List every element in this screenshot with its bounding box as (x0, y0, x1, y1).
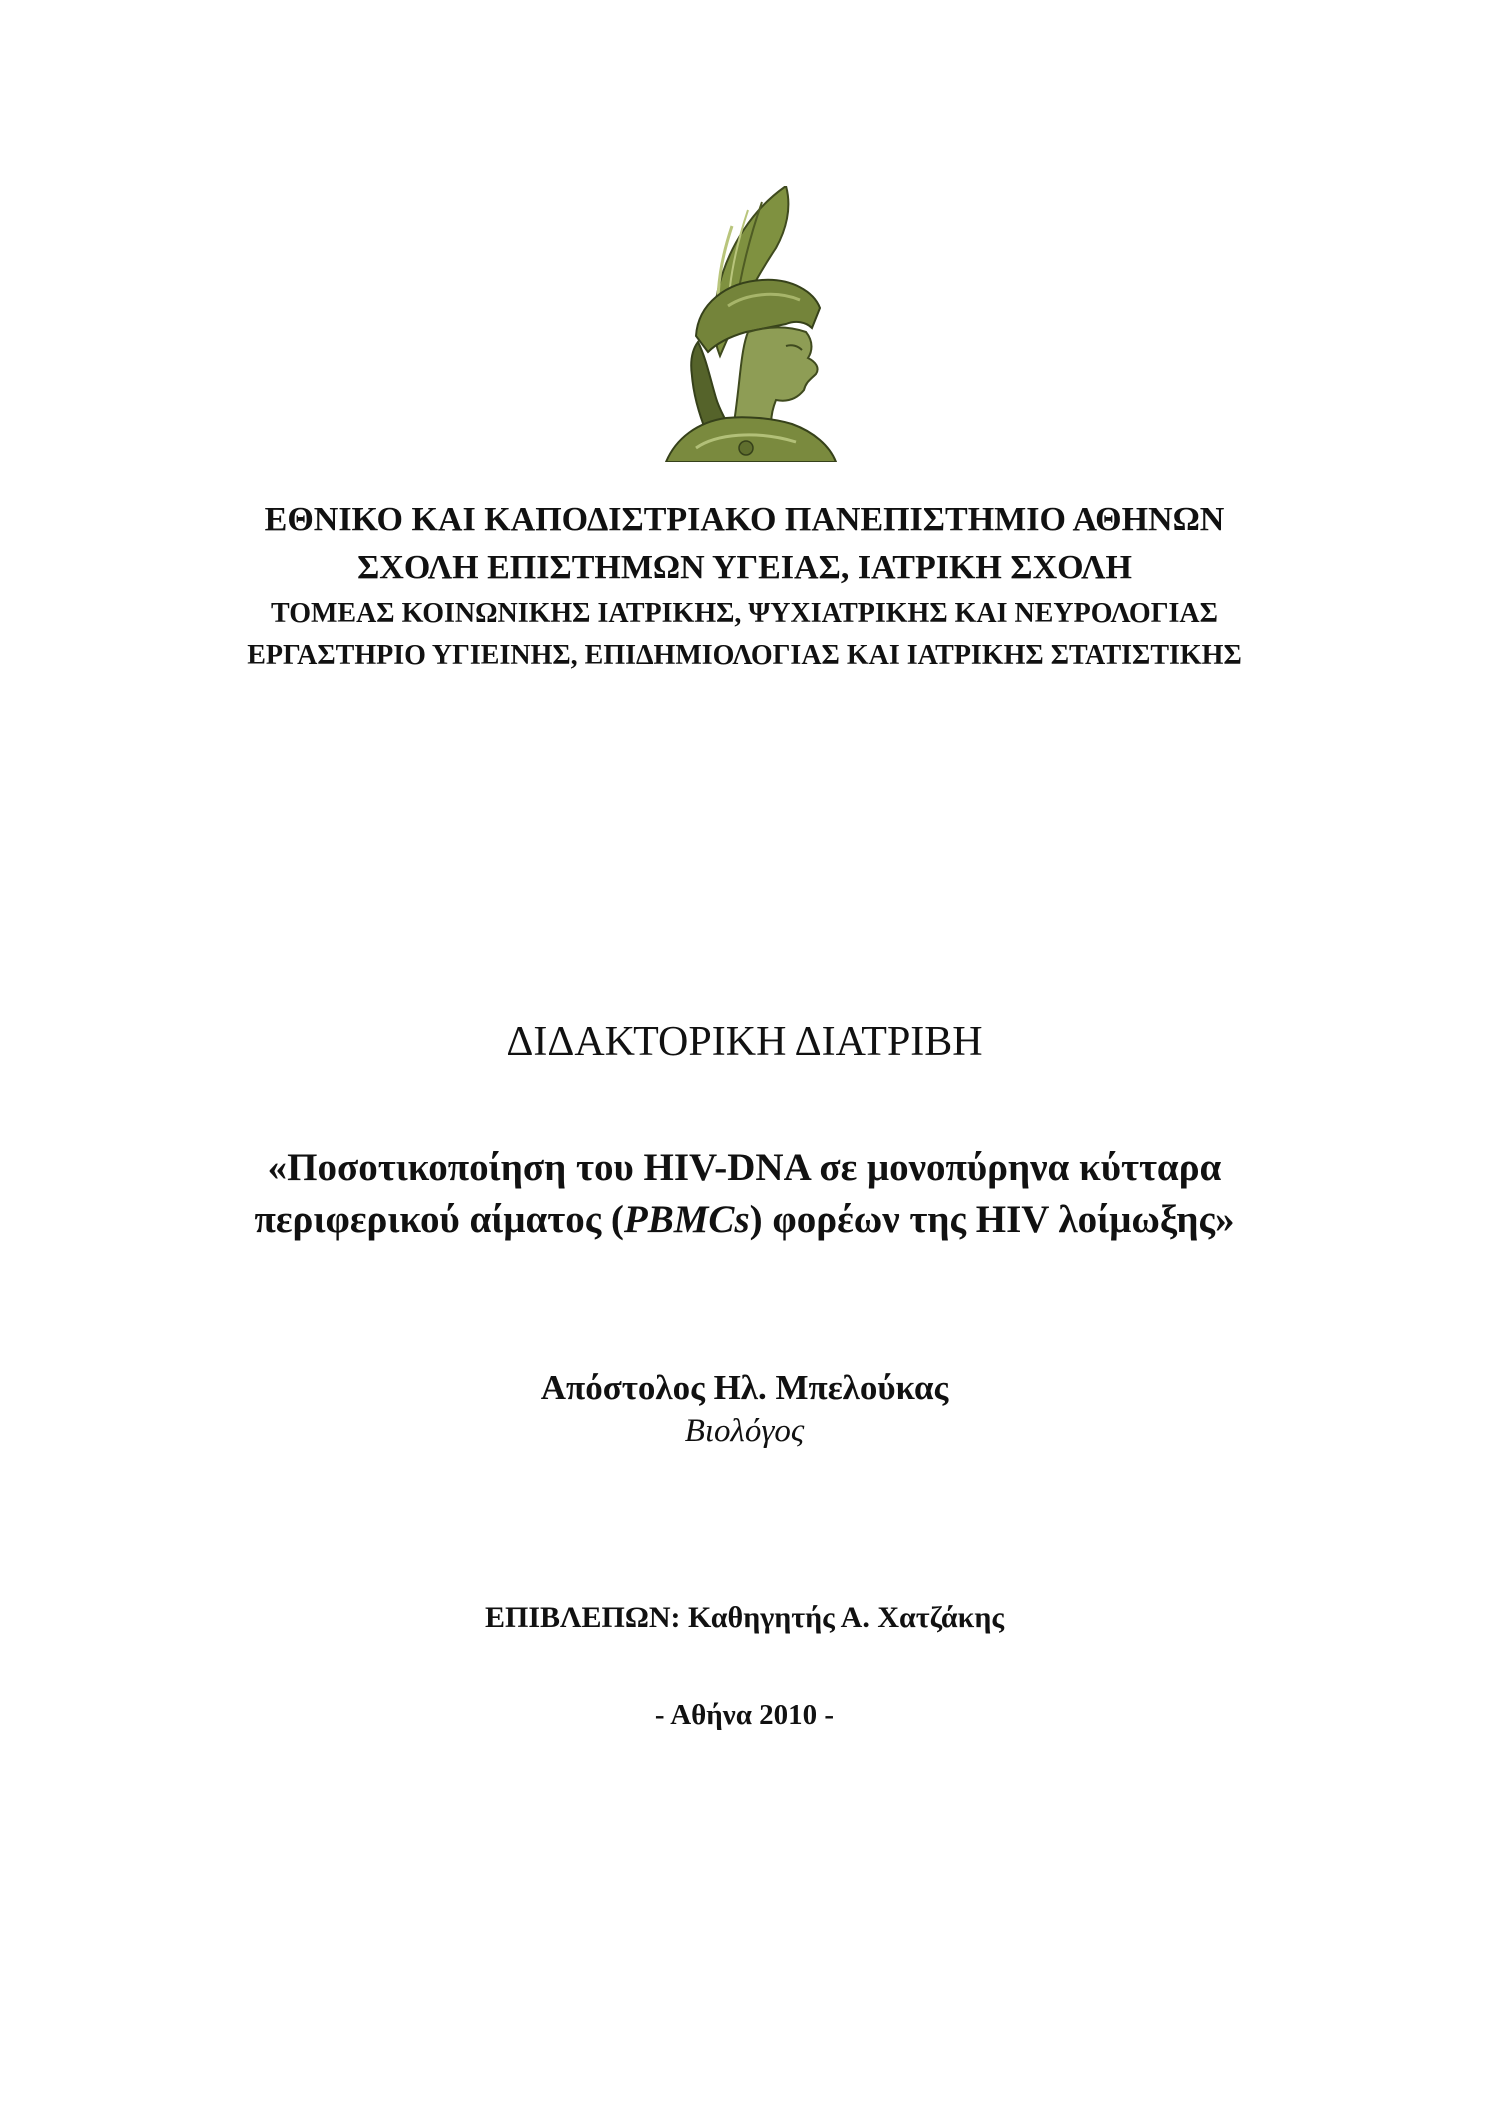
supervisor-line: ΕΠΙΒΛΕΠΩΝ: Καθηγητής Α. Χατζάκης (484, 1601, 1005, 1634)
department-name: ΤΟΜΕΑΣ ΚΟΙΝΩΝΙΚΗΣ ΙΑΤΡΙΚΗΣ, ΨΥΧΙΑΤΡΙΚΗΣ ΚΑΙ ΝΕΥΡΟΛΟΓΙΑΣ (271, 598, 1218, 629)
thesis-title-line-2 (0, 1196, 1489, 1244)
university-name: ΕΘΝΙΚΟ ΚΑΙ ΚΑΠΟΔΙΣΤΡΙΑΚΟ ΠΑΝΕΠΙΣΤΗΜΙΟ ΑΘΗΝΩΝ (264, 501, 1225, 538)
author-role: Βιολόγος (684, 1413, 805, 1449)
thesis-title-line-2-end: ) φορέων της HIV λοίμωξης» (749, 1198, 1235, 1241)
athena-head-emblem-icon (636, 186, 858, 462)
thesis-title-line-2-start: περιφερικού αίματος ( (254, 1198, 624, 1241)
author-name: Απόστολος Ηλ. Μπελούκας (540, 1368, 949, 1407)
thesis-title-abbreviation: PBMCs (623, 1198, 750, 1241)
thesis-title-line-1: «Ποσοτικοποίηση του HIV-DNA σε μονοπύρηνα κύτταρα (267, 1146, 1222, 1189)
school-name: ΣΧΟΛΗ ΕΠΙΣΤΗΜΩΝ ΥΓΕΙΑΣ, ΙΑΤΡΙΚΗ ΣΧΟΛΗ (357, 549, 1132, 586)
laboratory-name: ΕΡΓΑΣΤΗΡΙΟ ΥΓΙΕΙΝΗΣ, ΕΠΙΔΗΜΙΟΛΟΓΙΑΣ ΚΑΙ ΙΑΤΡΙΚΗΣ ΣΤΑΤΙΣΤΙΚΗΣ (247, 640, 1242, 671)
place-date: - Αθήνα 2010 - (654, 1699, 835, 1731)
document-type: ΔΙΔΑΚΤΟΡΙΚΗ ΔΙΑΤΡΙΒΗ (506, 1019, 983, 1065)
